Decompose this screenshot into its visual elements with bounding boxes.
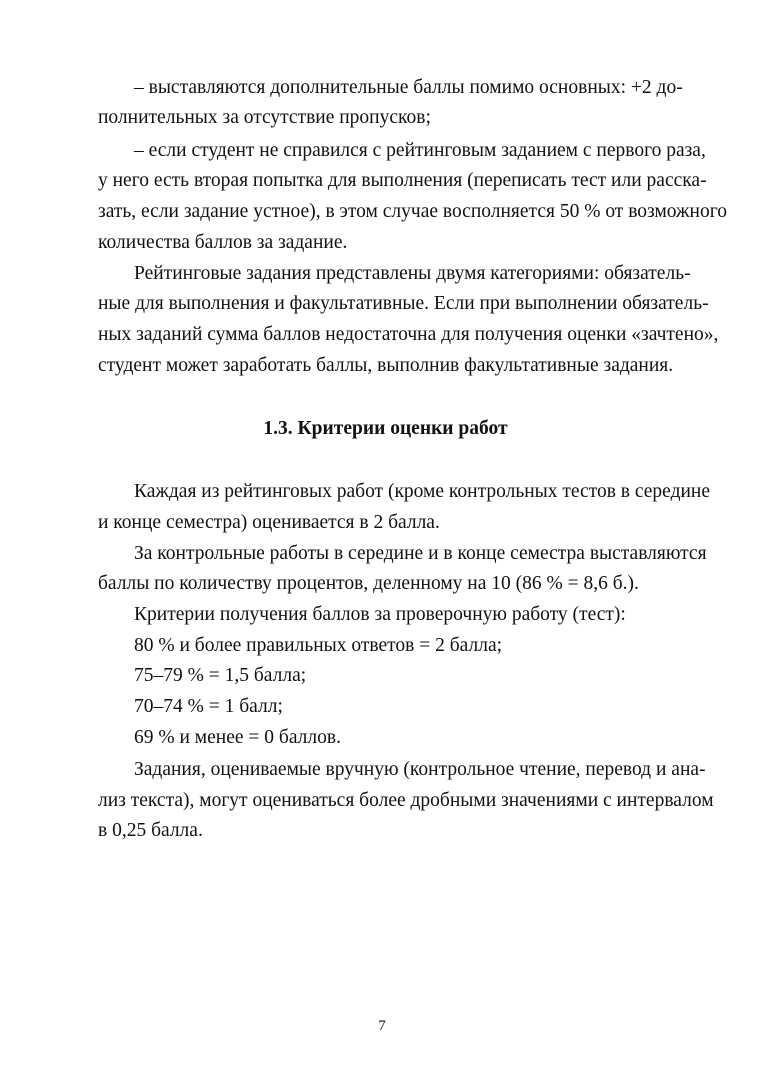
criteria-item: 75–79 % = 1,5 балла;	[134, 665, 307, 686]
paragraph-line: За контрольные работы в середине и в конце семестра выставляются	[134, 543, 707, 564]
criteria-item: 69 % и менее = 0 баллов.	[134, 727, 341, 748]
paragraph-line: зать, если задание устное), в этом случае восполняется 50 % от возможного	[98, 201, 727, 222]
paragraph-line: – выставляются дополнительные баллы помимо основных: +2 до-	[134, 77, 683, 98]
paragraph-line: баллы по количеству процентов, деленному на 10 (86 % = 8,6 б.).	[98, 573, 639, 594]
paragraph-line: лиз текста), могут оцениваться более дробными значениями с интервалом	[98, 790, 714, 811]
paragraph-line: Каждая из рейтинговых работ (кроме контрольных тестов в середине	[134, 481, 711, 502]
paragraph-line: ных заданий сумма баллов недостаточна для получения оценки «зачтено»,	[98, 324, 719, 345]
paragraph-line: студент может заработать баллы, выполнив факультативные задания.	[98, 355, 674, 376]
page-number: 7	[378, 1018, 386, 1034]
paragraph-line: ные для выполнения и факультативные. Если при выполнении обязатель-	[98, 293, 709, 314]
paragraph-line: в 0,25 балла.	[98, 820, 203, 841]
paragraph-line: количества баллов за задание.	[98, 232, 348, 253]
criteria-item: 70–74 % = 1 балл;	[134, 696, 283, 717]
paragraph-line: у него есть вторая попытка для выполнения (переписать тест или расска-	[98, 170, 707, 191]
paragraph-line: и конце семестра) оценивается в 2 балла.	[98, 512, 440, 533]
criteria-item: 80 % и более правильных ответов = 2 балла;	[134, 635, 503, 656]
paragraph-line: Рейтинговые задания представлены двумя категориями: обязатель-	[134, 263, 691, 284]
paragraph-line: – если студент не справился с рейтинговым заданием с первого раза,	[134, 140, 706, 161]
paragraph-line: Задания, оцениваемые вручную (контрольное чтение, перевод и ана-	[134, 759, 706, 780]
section-heading: 1.3. Критерии оценки работ	[263, 418, 508, 439]
paragraph-line: полнительных за отсутствие пропусков;	[98, 107, 431, 128]
paragraph-line: Критерии получения баллов за проверочную работу (тест):	[134, 604, 626, 625]
